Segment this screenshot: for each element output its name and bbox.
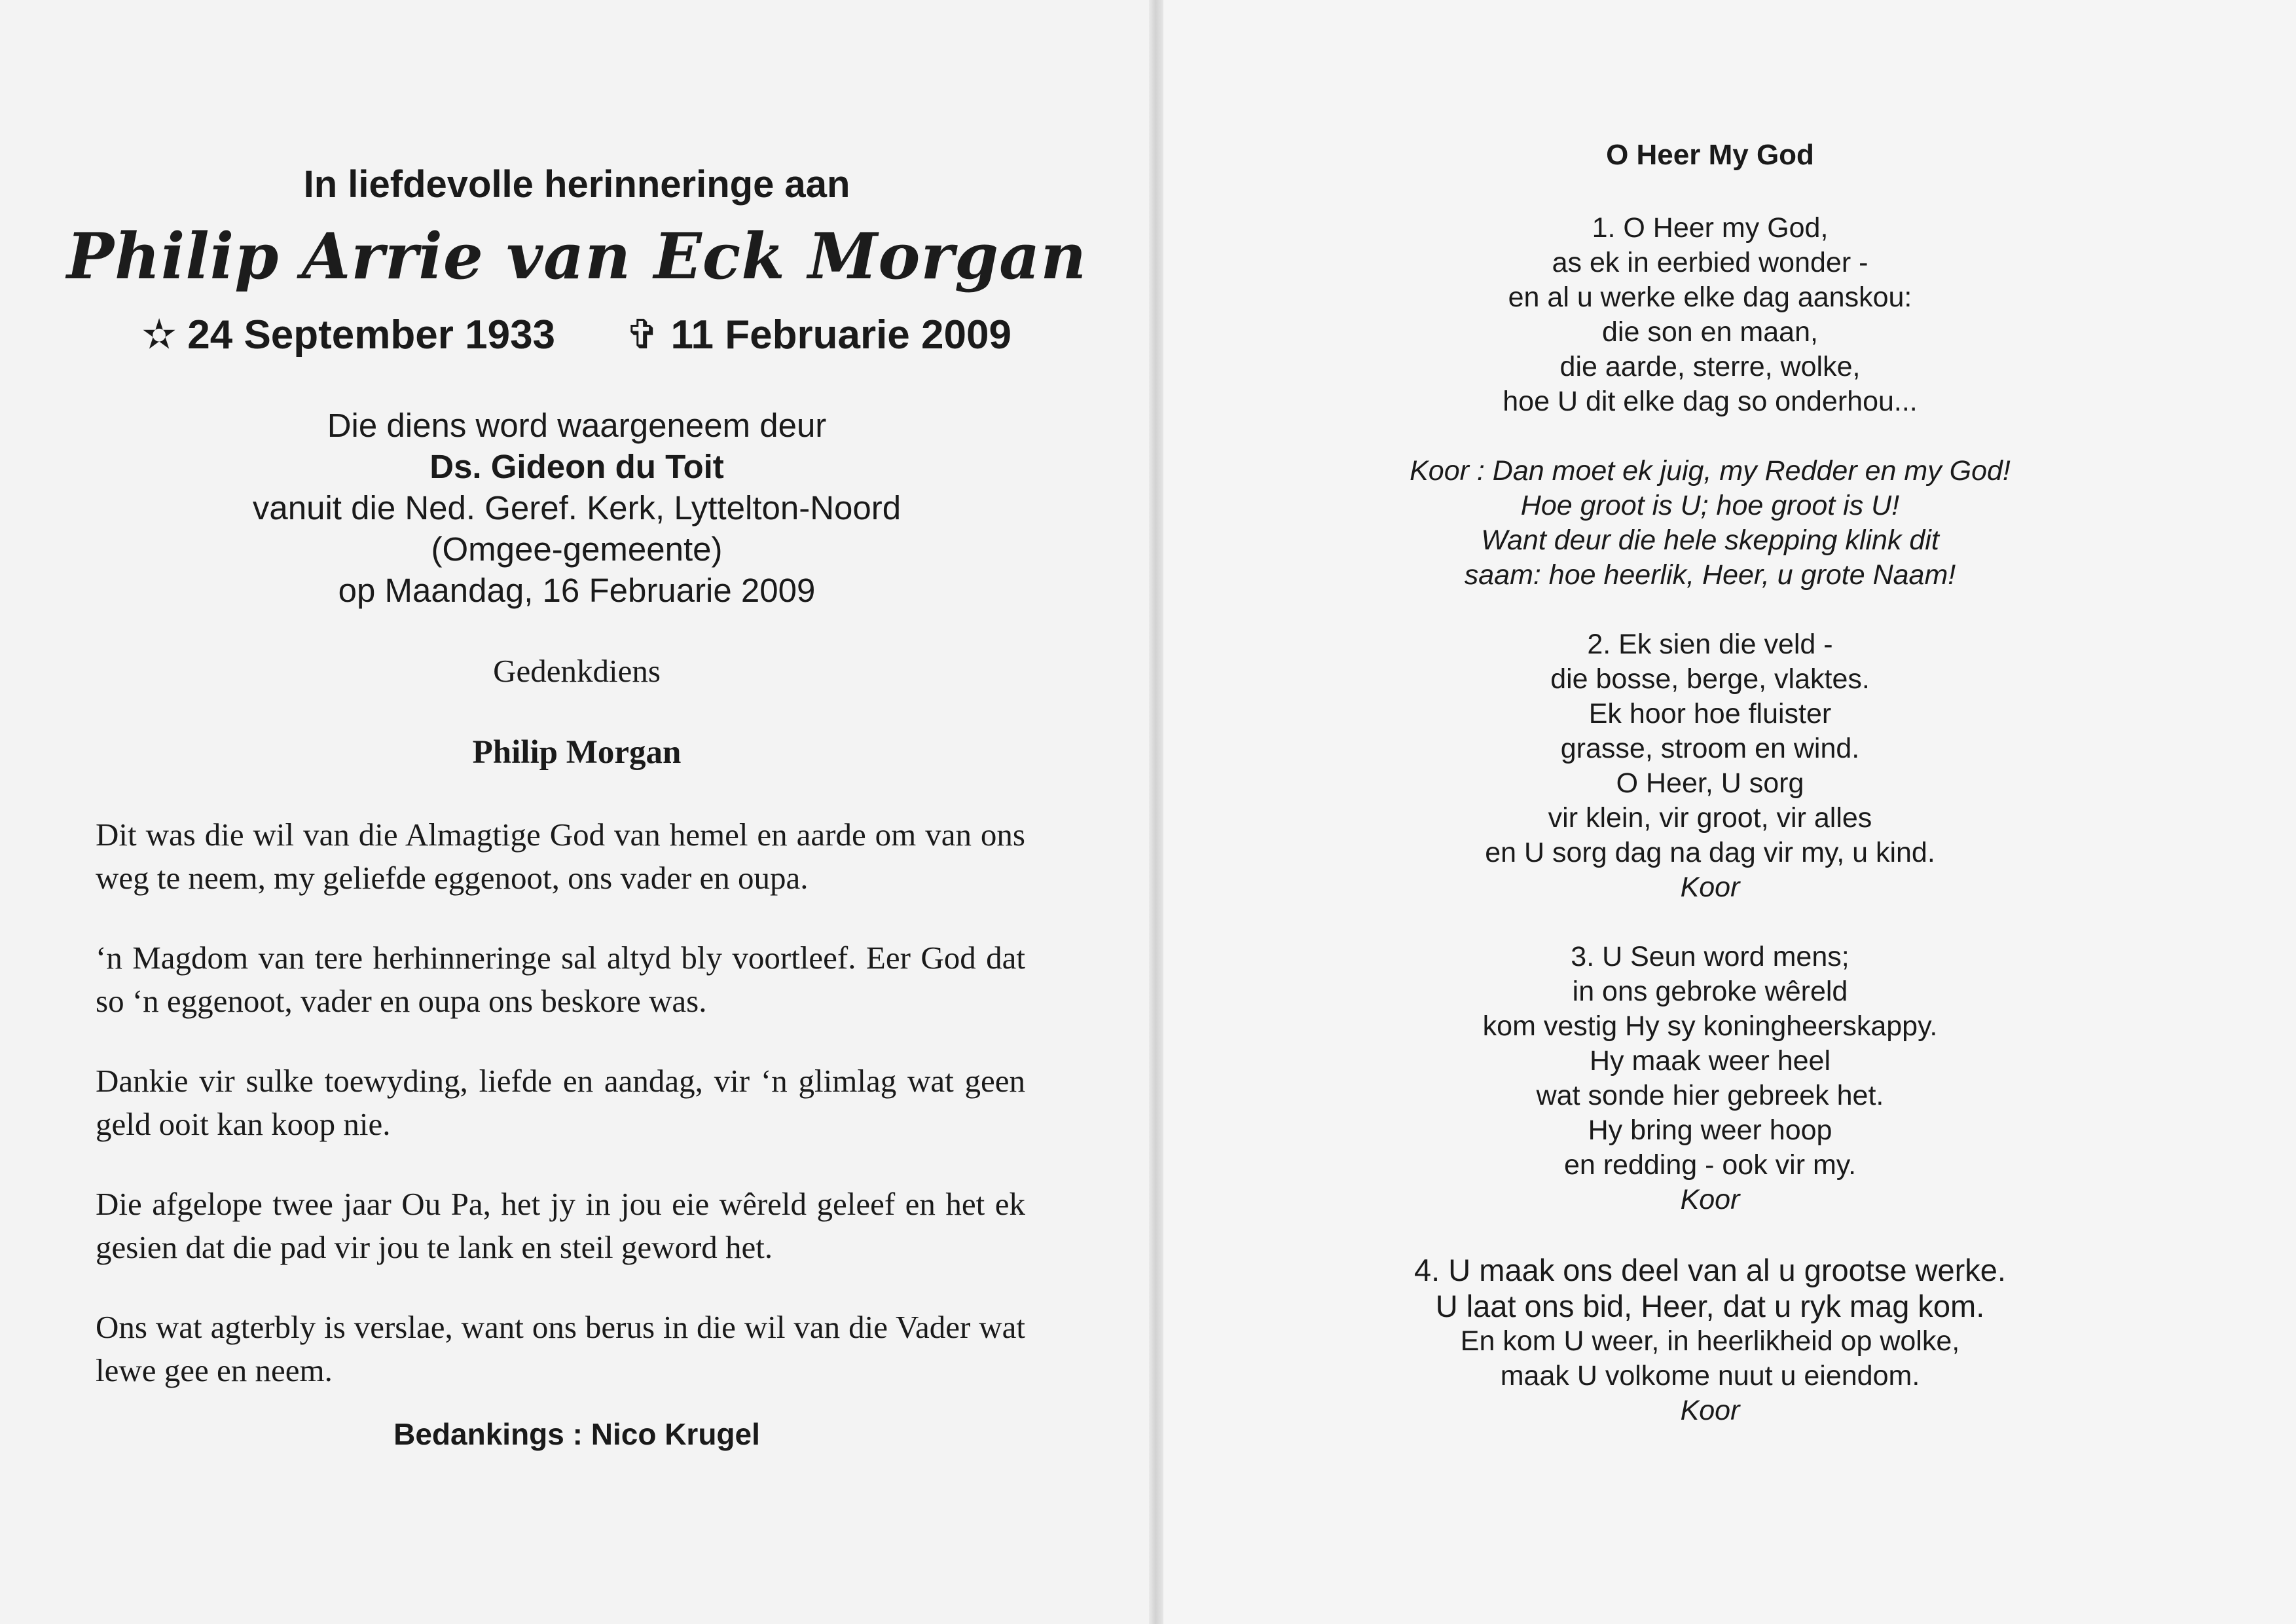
stanza-3 xyxy=(1160,940,2260,1217)
lyric-line: Want deur die hele skepping klink dit xyxy=(1481,525,1939,556)
lyric-line: 4. U maak ons deel van al u grootse werke. xyxy=(1414,1253,2006,1287)
life-dates xyxy=(0,310,1154,358)
tribute-paragraph: Ons wat agterbly is verslae, want ons berus in die wil van die Vader wat lewe gee en neem. xyxy=(96,1309,1025,1388)
lyric-line: Hy bring weer hoop xyxy=(1588,1115,1832,1146)
lyric-line: as ek in eerbied wonder - xyxy=(1552,247,1868,278)
acknowledgements: Bedankings : Nico Krugel xyxy=(393,1417,760,1451)
lyric-line: Ek hoor hoe fluister xyxy=(1588,698,1832,729)
chorus xyxy=(1160,454,2260,593)
tribute-text xyxy=(96,813,1025,1429)
lyric-line: wat sonde hier gebreek het. xyxy=(1536,1080,1884,1111)
lyric-line: en redding - ook vir my. xyxy=(1563,1149,1857,1181)
service-date: op Maandag, 16 Februarie 2009 xyxy=(338,572,816,609)
lyric-line: Hy maak weer heel xyxy=(1589,1045,1831,1077)
lyric-line: Koor : Dan moet ek juig, my Redder en my God! xyxy=(1410,455,2011,487)
stanza-1 xyxy=(1160,211,2260,419)
chorus-marker: Koor xyxy=(1680,1184,1740,1215)
death-date: 11 Februarie 2009 xyxy=(670,312,1011,358)
congregation-line: (Omgee-gemeente) xyxy=(431,530,723,568)
lyric-line: in ons gebroke wêreld xyxy=(1572,976,1848,1007)
lyric-line: Hoe groot is U; hoe groot is U! xyxy=(1520,490,1900,521)
tribute-paragraph: Dankie vir sulke toewyding, liefde en aandag, vir ‘n glimlag wat geen geld ooit kan koop nie. xyxy=(96,1063,1025,1142)
stanza-2 xyxy=(1160,627,2260,905)
lyric-line: vir klein, vir groot, vir alles xyxy=(1548,802,1872,834)
lyric-line: 3. U Seun word mens; xyxy=(1571,941,1850,972)
hymn-lyrics xyxy=(1160,211,2260,1463)
lyric-line: en U sorg dag na dag vir my, u kind. xyxy=(1485,837,1935,868)
tribute-paragraph: ‘n Magdom van tere herhinneringe sal altyd bly voortleef. Eer God dat so ‘n eggenoot, vader en oupa ons beskore was. xyxy=(96,940,1025,1019)
birth-date: 24 September 1933 xyxy=(187,312,556,358)
chorus-marker: Koor xyxy=(1680,872,1740,903)
lyric-line: 2. Ek sien die veld - xyxy=(1587,629,1833,660)
church-line: vanuit die Ned. Geref. Kerk, Lyttelton-Noord xyxy=(252,489,902,526)
lyric-line: die bosse, berge, vlaktes. xyxy=(1550,663,1870,695)
star-icon: ✫ xyxy=(142,312,177,358)
lyric-line: hoe U dit elke dag so onderhou... xyxy=(1503,386,1918,417)
lyric-line: en al u werke elke dag aanskou: xyxy=(1508,282,1912,313)
service-info xyxy=(0,405,1154,611)
memorial-service-label: Gedenkdiens xyxy=(493,653,661,689)
tribute-paragraph: Die afgelope twee jaar Ou Pa, het jy in jou eie wêreld geleef en het ek gesien dat die pad vir jou te lank en steil geword het. xyxy=(96,1186,1025,1265)
chorus-marker: Koor xyxy=(1680,1395,1740,1426)
tribute-paragraph: Dit was die wil van die Almagtige God van hemel en aarde om van ons weg te neem, my geliefde eggenoot, ons vader en oupa. xyxy=(96,817,1025,896)
service-line: Die diens word waargeneem deur xyxy=(327,407,827,444)
lyric-line: 1. O Heer my God, xyxy=(1592,212,1829,244)
lyric-line: grasse, stroom en wind. xyxy=(1560,733,1860,764)
lyric-line: O Heer, U sorg xyxy=(1616,767,1804,799)
deceased-name: Philip Arrie van Eck Morgan xyxy=(66,219,1087,293)
lyric-line: saam: hoe heerlik, Heer, u grote Naam! xyxy=(1464,559,1956,591)
lyric-line: En kom U weer, in heerlikheid op wolke, xyxy=(1460,1325,1960,1357)
hymn-title: O Heer My God xyxy=(1606,139,1814,171)
lyric-line: U laat ons bid, Heer, dat u ryk mag kom. xyxy=(1435,1289,1985,1323)
lyric-line: die aarde, sterre, wolke, xyxy=(1559,351,1861,382)
subtitle-name: Philip Morgan xyxy=(472,734,682,771)
cross-icon: ✞ xyxy=(625,312,660,358)
lyric-line: maak U volkome nuut u eiendom. xyxy=(1500,1360,1920,1392)
minister-name: Ds. Gideon du Toit xyxy=(429,448,724,485)
lyric-line: die son en maan, xyxy=(1602,316,1818,348)
memorial-heading: In liefdevolle herinneringe aan xyxy=(303,163,850,206)
lyric-line: kom vestig Hy sy koningheerskappy. xyxy=(1482,1010,1938,1042)
stanza-4 xyxy=(1160,1252,2260,1428)
